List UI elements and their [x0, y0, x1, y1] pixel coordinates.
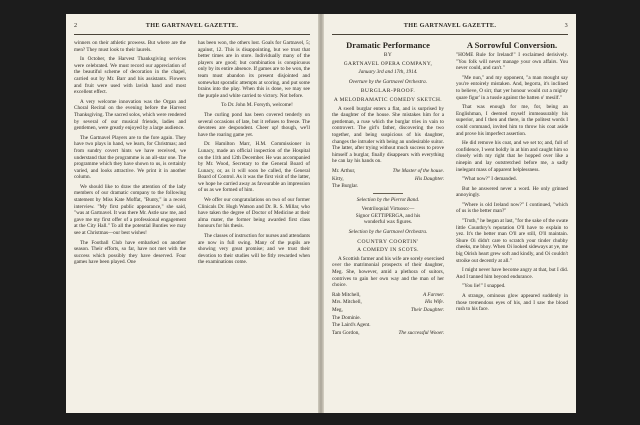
paragraph: The classes of instruction for nurses and attendants are now in full swing. Many of the pupils are showing very great promise; and we trust their devotion to their studies will be fitly rewarded when the examinations come. [198, 233, 310, 266]
story-column [456, 40, 568, 316]
story-paragraph: "HOME Rule for Ireland!" I exclaimed derisively. "You folk will never manage your own affairs. You never could, and can't." [456, 52, 568, 72]
play-synopsis: A swell burglar enters a flat, and is surprised by the daughter of the house. She mistakes him for a gentleman, a ruse which the burglar tries in vain to controvert. The girl's father, discovering the two together, and being suspicious of his daughter, changes the intruder with being an undesirable suitor. The latter, after trying without much success to prove himself a burglar, finally disappears with everything he can lay his hands on. [332, 105, 444, 165]
story-paragraph: That was enough for me, for, being an Englishman, I deemed myself immeasurably his superior, and I then and there, in the politest words I could command, invited him to throw his coat aside and prove his imperfect assertion. [456, 104, 568, 137]
left-column-1 [74, 40, 186, 269]
cast-role: His Daughter. [414, 175, 444, 182]
paragraph: Dr. Hamilton Marr, H.M. Commissioner in Lunacy, made an official inspection of the Hospital on the 11th and 12th December. He was accompanied by Mr. Wood, Secretary to the General Board of Lunacy, or, as it will soon be called, the General Board of Control. As it was the first visit of the latter, we hope he carried away as favourable an impression of us as we formed of him. [198, 141, 310, 194]
selection-line: Selection by the Pierrot Band. [356, 196, 420, 203]
programme-dates: January 3rd and 17th, 1914. [358, 69, 418, 76]
paragraph: The Football Club have embarked on another season. Their efforts, so far, have not met with the success which possibly they have deserved. Four games have been played. One [74, 239, 186, 266]
paragraph: A very welcome innovation was the Organ and Choral Recital on the evening before the Harvest Thanksgiving. The sacred solos, which were rendered by several of our musical friends, ladies and gentlemen, were greatly enjoyed by a large audience. [74, 98, 186, 132]
cast-name: The Laird's Agent. [332, 322, 371, 329]
story-paragraph: He did remove his coat, and we set to; and, full of confidence, I went boldly in at him and caught him so closely with my right that he hopped over like a ninepin and lay outstretched before me, a sadly inelegant mass of apparent helplessness. [456, 140, 568, 173]
programme-company: GARTNAVEL OPERA COMPANY, [343, 60, 433, 67]
song-line: wonderful wax figures. [363, 219, 413, 226]
cast-name: The Burglar. [332, 183, 359, 190]
cast-name: Mr. Arthur, [332, 167, 356, 174]
paragraph: winners on their athletic prowess. But where are the men? They must look to their laurels. [74, 40, 186, 53]
cast-role: His Wife. [424, 299, 444, 306]
header-rule [74, 34, 310, 35]
cast-row [332, 183, 444, 190]
cast-role: The Master of the house. [392, 167, 444, 174]
paragraph: The curling pond has been covered tenderly on several occasions of late, but it refuses to freeze. The devotees are despondent. Cheer up! though, we'll have the roaring game yet. [198, 111, 310, 138]
cast-role: The successful Wooer. [398, 329, 444, 336]
selection-line: Selection by the Gartnavel Orchestra. [348, 229, 428, 236]
play-title: BURGLAR-PROOF. [360, 88, 416, 95]
song-line: Ventriloquial Virtuoso:— [361, 206, 415, 213]
page-number: 3 [564, 22, 568, 29]
divider [373, 193, 403, 194]
welcome-line: To Dr. John M. Forsyth, welcome! [221, 102, 293, 109]
paragraph: We should like to draw the attention of the lady members of our dramatic company to the following statement by Miss Kate Moffat, "Bunty," in a recent interview. "My first public appearance," she said, "was at Gartnavel. It was there Mr. Astle saw me, and gave me my first offer of a professional engagement at the City Hall." To all the potential Bunties we may see at Christmas—our best wishes! [74, 183, 186, 237]
cast-row [332, 322, 444, 329]
cast-row [332, 292, 444, 299]
cast-name: Tam Gordon, [332, 329, 360, 336]
story-paragraph: "Me nun," and my opponent, "a man mought say you're entoirely mistaken. And, begorra, it's inclined to believe, O sirr, that yer honour would cut a mighty quare figur' in a tussle against the batten o' mesilf." [456, 74, 568, 101]
story-heading: A Sorrowful Conversion. [466, 40, 558, 50]
running-title: THE GARTNAVEL GAZETTE. [145, 22, 239, 29]
play-subtitle: A MELODRAMATIC COMEDY SKETCH. [333, 96, 443, 103]
play-subtitle: A COMEDY IN SCOTS. [357, 247, 419, 254]
programme-overture: Overture by the Gartnavel Orchestra. [348, 78, 428, 85]
story-body [456, 52, 568, 313]
paragraph: has been won, the others lost. Goals for Gartnavel, 5; against, 12. This is disappointing, but we trust that better times are in store. Individually many of the players are good; but combination is conspicuous only by its entire absence. If games are to be won, the team must abandon its present disjointed and somewhat sporadic attempts at scoring, and put some brains into the play. When this is done, we may see the purple and white carried to victory. Not before. [198, 40, 310, 99]
story-paragraph: "You lie!" I snapped. [462, 283, 506, 290]
cast-row [332, 176, 444, 183]
running-head [332, 22, 568, 34]
play-synopsis: A Scottish farmer and his wife are sorely exercised over the matrimonial prospects of their daughter, Meg. She, however, amid a plethora of suitors, contrives to gain her own way and the man of her choice. [332, 255, 444, 289]
story-paragraph: "Where is old Ireland now?" I continued, "which of us is the better man?" [456, 201, 568, 215]
story-paragraph: I might never have become angry at that, but I did. And I tanned him beyond endurance. [456, 267, 568, 280]
cast-row [332, 330, 444, 337]
left-page [66, 14, 318, 413]
cast-row [332, 307, 444, 314]
play-title: COUNTRY COORTIN' [357, 238, 419, 245]
running-title: THE GARTNAVEL GAZETTE. [403, 22, 497, 29]
cast-name: Rab Mitchell, [332, 291, 361, 298]
song-line: Signor GETTIPERGA, and his [355, 212, 421, 219]
story-paragraph: "What now?" I demanded. [462, 176, 517, 183]
running-head [74, 22, 310, 34]
cast-name: The Dominie. [332, 314, 361, 321]
cast-row [332, 315, 444, 322]
cast-list [332, 292, 444, 337]
paragraph: The Gartnavel Players are to the fore again. They have two plays in hand, we learn, for Christmas; and from sundry covert hints we have received, we understand that the programme is an all-star one. The programme which they have shown to us, is certainly varied, and looks attractive. We print it in another column. [74, 134, 186, 181]
header-rule [332, 34, 568, 35]
story-paragraph: "Truth," he began at last, "for the sake of the swate little Counthry's reputation O'll have to explain to yez. It's the better man O'll are still, O'll maintain. Shure Oi didn't care to scratch your tinder chubby cheeks, me bhoy. When Oi looked sideways at ye, me big Oirish heart grew soft and kindly, and Oi couldn't stroike out decently at all." [456, 218, 568, 264]
left-column-2 [198, 40, 310, 269]
page-number: 2 [74, 22, 78, 29]
cast-name: Meg, [332, 307, 343, 313]
cast-list [332, 168, 444, 190]
programme-heading: Dramatic Performance [346, 40, 430, 50]
programme-by: BY [383, 52, 393, 58]
cast-row [332, 168, 444, 175]
story-paragraph: A strange, ominous glow appeared suddenly in those tremendous eyes of his, and I saw the blood rush to his face. [456, 293, 568, 313]
right-page [324, 14, 576, 413]
programme-column [332, 40, 444, 337]
cast-name: Mrs. Mitchell, [332, 299, 362, 306]
cast-role: A Farmer. [423, 291, 444, 298]
cast-name: Kitty, [332, 175, 344, 182]
story-paragraph: But he answered never a word. He only grinned annoyingly. [456, 185, 568, 199]
paragraph: In October, the Harvest Thanksgiving services were celebrated. We must record our appreciation of the beautiful scheme of decoration in the chapel, carried out by Mr. Barr and his assistants. Flowers and fruit were used with lavish hand and most excellent effect. [74, 56, 186, 96]
cast-row [332, 299, 444, 306]
cast-role: Their Daughter. [410, 307, 444, 313]
paragraph: We offer our congratulations on two of our former Clinicals Dr. Hugh Watson and Dr. R. S. Millar, who have taken the degree of Doctor of Medicine at their alma mater, the former being awarded first class honours for his thesis. [198, 197, 310, 230]
